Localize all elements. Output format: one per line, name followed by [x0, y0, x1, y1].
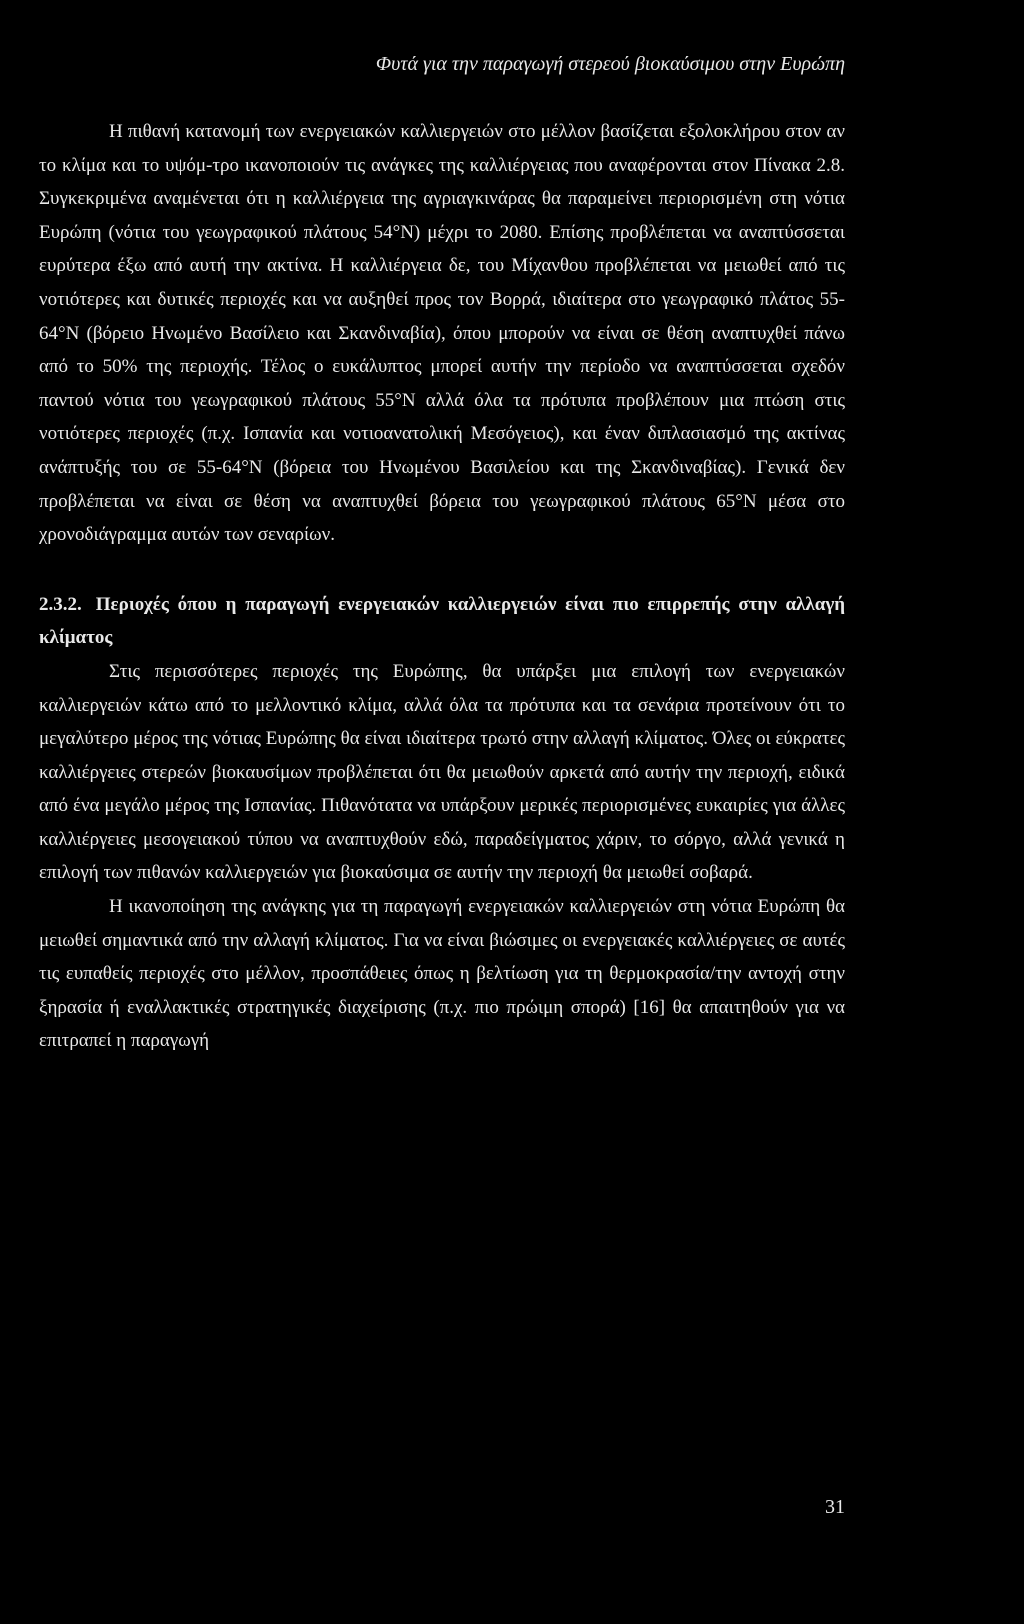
paragraph-adaptation-efforts: Η ικανοποίηση της ανάγκης για τη παραγωγή ενεργειακών καλλιεργειών στη νότια Ευρώπη θα μειωθεί σημαντικά από την αλλαγή κλίματος. Για να είναι βιώσιμες οι ενεργειακές καλλιέργειες σε αυτές τις ευπαθείς περιοχές στο μέλλον, προσπάθειες όπως η βελτίωση για τη θερμοκρασία/την αντοχή στην ξηρασία ή εναλλακτικές στρατηγικές διαχείρισης (π.χ. πιο πρώιμη σπορά) [16] θα απαιτηθούν για να επιτραπεί η παραγωγή [39, 896, 845, 1052]
section-number: 2.3.2. [39, 593, 82, 615]
paragraph-spacer [39, 552, 845, 588]
page-number: 31 [825, 1496, 845, 1518]
body-text [39, 115, 845, 1058]
section-title: Περιοχές όπου η παραγωγή ενεργειακών καλλιεργειών είναι πιο επιρρεπής στην αλλαγή κλίματος [39, 593, 845, 649]
section-heading [39, 588, 845, 655]
paragraph-crop-distribution: Η πιθανή κατανομή των ενεργειακών καλλιεργειών στο μέλλον βασίζεται εξολοκλήρου στον αν το κλίμα και το υψόμ-τρο ικανοποιούν τις ανάγκες της καλλιέργειας που αναφέρονται στον Πίνακα 2.8. Συγκεκριμένα αναμένεται ότι η καλλιέργεια της αγριαγκινάρας θα παραμείνει περιορισμένη στη νότια Ευρώπη (νότια του γεωγραφικού πλάτους 54°Ν) μέχρι το 2080. Επίσης προβλέπεται να αναπτύσσεται ευρύτερα έξω από αυτή την ακτίνα. Η καλλιέργεια δε, του Μίχανθου προβλέπεται να μειωθεί από τις νοτιότερες και δυτικές περιοχές και να αυξηθεί προς τον Βορρά, ιδιαίτερα στο γεωγραφικό πλάτος 55-64°Ν (βόρειο Ηνωμένο Βασίλειο και Σκανδιναβία), όπου μπορούν να είναι σε θέση αναπτυχθεί πάνω από το 50% της περιοχής. Τέλος ο ευκάλυπτος μπορεί αυτήν την περίοδο να αναπτύσσεται σχεδόν παντού νότια του γεωγραφικού πλάτους 55°Ν αλλά όλα τα πρότυπα προβλέπουν μια πτώση στις νοτιότερες περιοχές (π.χ. Ισπανία και νοτιοανατολική Μεσόγειος), και έναν διπλασιασμό της ακτίνας ανάπτυξής του σε 55-64°Ν (βόρεια του Ηνωμένου Βασιλείου και της Σκανδιναβίας). Γενικά δεν προβλέπεται να είναι σε θέση να αναπτυχθεί βόρεια του γεωγραφικού πλάτους 65°Ν μέσα στο χρονοδιάγραμμα αυτών των σεναρίων. [39, 121, 845, 546]
document-page [39, 0, 845, 1624]
paragraph-southern-europe-vulnerability: Στις περισσότερες περιοχές της Ευρώπης, θα υπάρξει μια επιλογή των ενεργειακών καλλιεργειών κάτω από το μελλοντικό κλίμα, αλλά όλα τα πρότυπα και τα σενάρια προτείνουν ότι το μεγαλύτερο μέρος της νότιας Ευρώπης θα είναι ιδιαίτερα τρωτό στην αλλαγή κλίματος. Όλες οι εύκρατες καλλιέργειες στερεών βιοκαυσίμων προβλέπεται ότι θα μειωθούν αρκετά από αυτήν την περιοχή, ειδικά από ένα μεγάλο μέρος της Ισπανίας. Πιθανότατα να υπάρξουν μερικές περιορισμένες ευκαιρίες για άλλες καλλιέργειες μεσογειακού τύπου να αναπτυχθούν εδώ, παραδείγματος χάριν, το σόργο, αλλά γενικά η επιλογή των πιθανών καλλιεργειών για βιοκαύσιμα σε αυτήν την περιοχή θα μειωθεί σοβαρά. [39, 660, 845, 884]
running-header: Φυτά για την παραγωγή στερεού βιοκαύσιμου στην Ευρώπη [375, 53, 845, 75]
